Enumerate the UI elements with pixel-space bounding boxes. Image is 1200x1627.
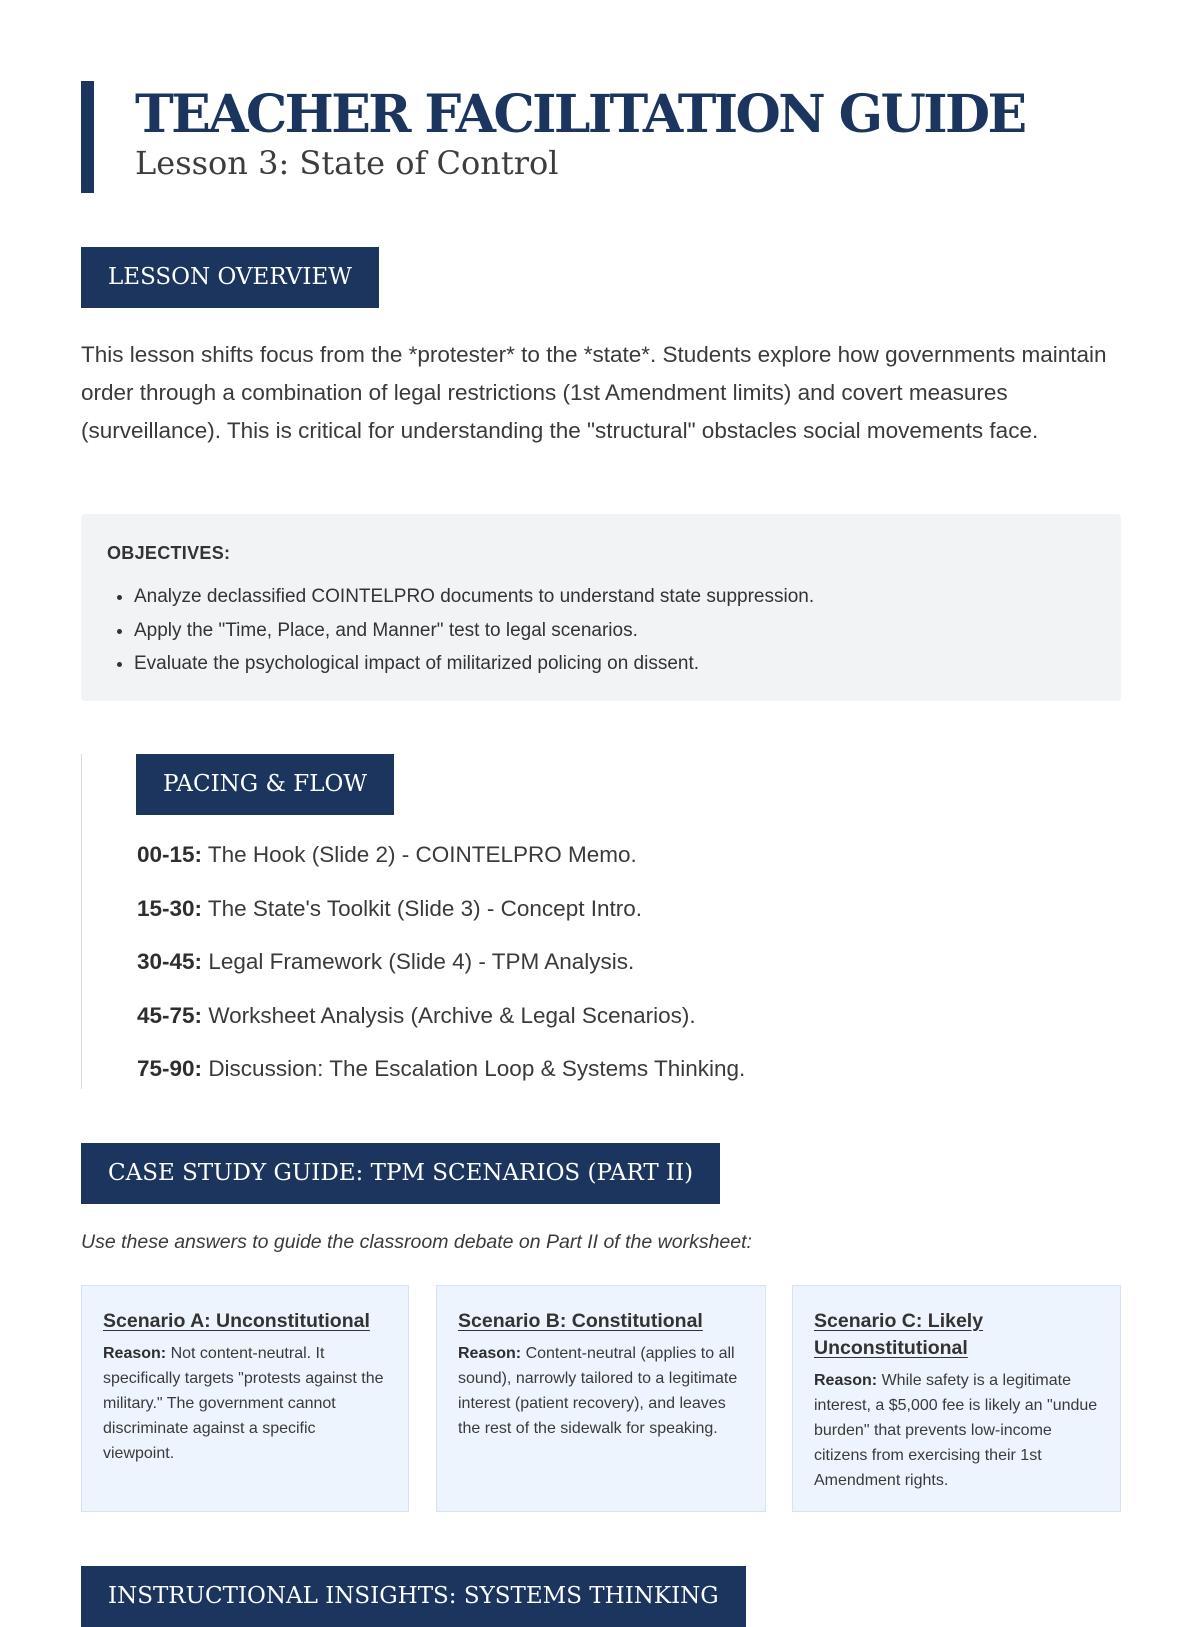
pacing-activity: Legal Framework (Slide 4) - TPM Analysis. <box>208 949 635 974</box>
pacing-item <box>137 840 745 869</box>
reason-label: Reason: <box>103 1345 167 1362</box>
pacing-activity: The Hook (Slide 2) - COINTELPRO Memo. <box>207 842 637 867</box>
scenario-card-b <box>436 1285 766 1512</box>
scenario-card-a <box>81 1285 409 1512</box>
pacing-activity: Worksheet Analysis (Archive & Legal Scenarios). <box>208 1002 696 1028</box>
title-block <box>81 81 1024 193</box>
objectives-heading: OBJECTIVES: <box>107 543 231 563</box>
reason-text: While safety is a legitimate interest, a $5,000 fee is likely an "undue burden" that prevents low-income citizens from exercising their 1st Amendment rights. <box>814 1372 1098 1489</box>
scenario-reason <box>103 1341 388 1466</box>
overview-paragraph: This lesson shifts focus from the *protester* to the *state*. Students explore how governments maintain order through a combination of legal restrictions (1st Amendment limits) and covert measures (surveillance). This is critical for understanding the "structural" obstacles social movements face. <box>81 342 1107 443</box>
reason-text: Not content-neutral. It specifically targets "protests against the military." The government cannot discriminate against a specific viewpoint. <box>103 1345 384 1462</box>
pacing-time: 15-30: <box>137 895 203 921</box>
pacing-item <box>137 947 745 976</box>
reason-text: Content-neutral (applies to all sound), narrowly tailored to a legitimate interest (patient recovery), and leaves the rest of the sidewalk for speaking. <box>458 1345 738 1437</box>
pacing-item <box>137 1001 745 1030</box>
scenario-title: Scenario C: Likely Unconstitutional <box>814 1310 984 1359</box>
reason-label: Reason: <box>458 1345 522 1362</box>
scenario-reason <box>814 1368 1100 1493</box>
objectives-box <box>81 514 1121 701</box>
pacing-item <box>137 1054 745 1083</box>
pacing-time: 00-15: <box>137 842 203 867</box>
reason-label: Reason: <box>814 1372 878 1389</box>
objectives-list <box>107 580 1095 681</box>
page-title: TEACHER FACILITATION GUIDE <box>135 84 1025 145</box>
objective-item: • Apply the "Time, Place, and Manner" test to legal scenarios. <box>134 614 1095 648</box>
scenario-title: Scenario B: Constitutional <box>458 1310 703 1332</box>
pacing-list <box>137 840 745 1108</box>
pacing-activity: The State's Toolkit (Slide 3) - Concept Intro. <box>207 895 642 921</box>
case-study-intro: Use these answers to guide the classroom debate on Part II of the worksheet: <box>81 1231 752 1253</box>
pacing-activity: Discussion: The Escalation Loop & Systems Thinking. <box>208 1056 746 1081</box>
scenario-reason <box>458 1341 745 1441</box>
pacing-header: PACING & FLOW <box>136 754 394 815</box>
lesson-overview-header: LESSON OVERVIEW <box>81 247 379 308</box>
case-study-header: CASE STUDY GUIDE: TPM SCENARIOS (PART II) <box>81 1143 720 1204</box>
page-subtitle: Lesson 3: State of Control <box>135 144 559 182</box>
objective-item: • Evaluate the psychological impact of militarized policing on dissent. <box>134 647 1095 681</box>
scenario-title: Scenario A: Unconstitutional <box>103 1310 370 1332</box>
instructional-insights-header: INSTRUCTIONAL INSIGHTS: SYSTEMS THINKING <box>81 1566 746 1627</box>
objective-item: • Analyze declassified COINTELPRO documents to understand state suppression. <box>134 580 1095 614</box>
pacing-section <box>81 754 1122 1089</box>
pacing-time: 30-45: <box>137 949 203 974</box>
pacing-time: 45-75: <box>137 1002 203 1028</box>
scenario-card-c <box>792 1285 1121 1512</box>
pacing-time: 75-90: <box>137 1056 203 1081</box>
pacing-item <box>137 894 745 923</box>
